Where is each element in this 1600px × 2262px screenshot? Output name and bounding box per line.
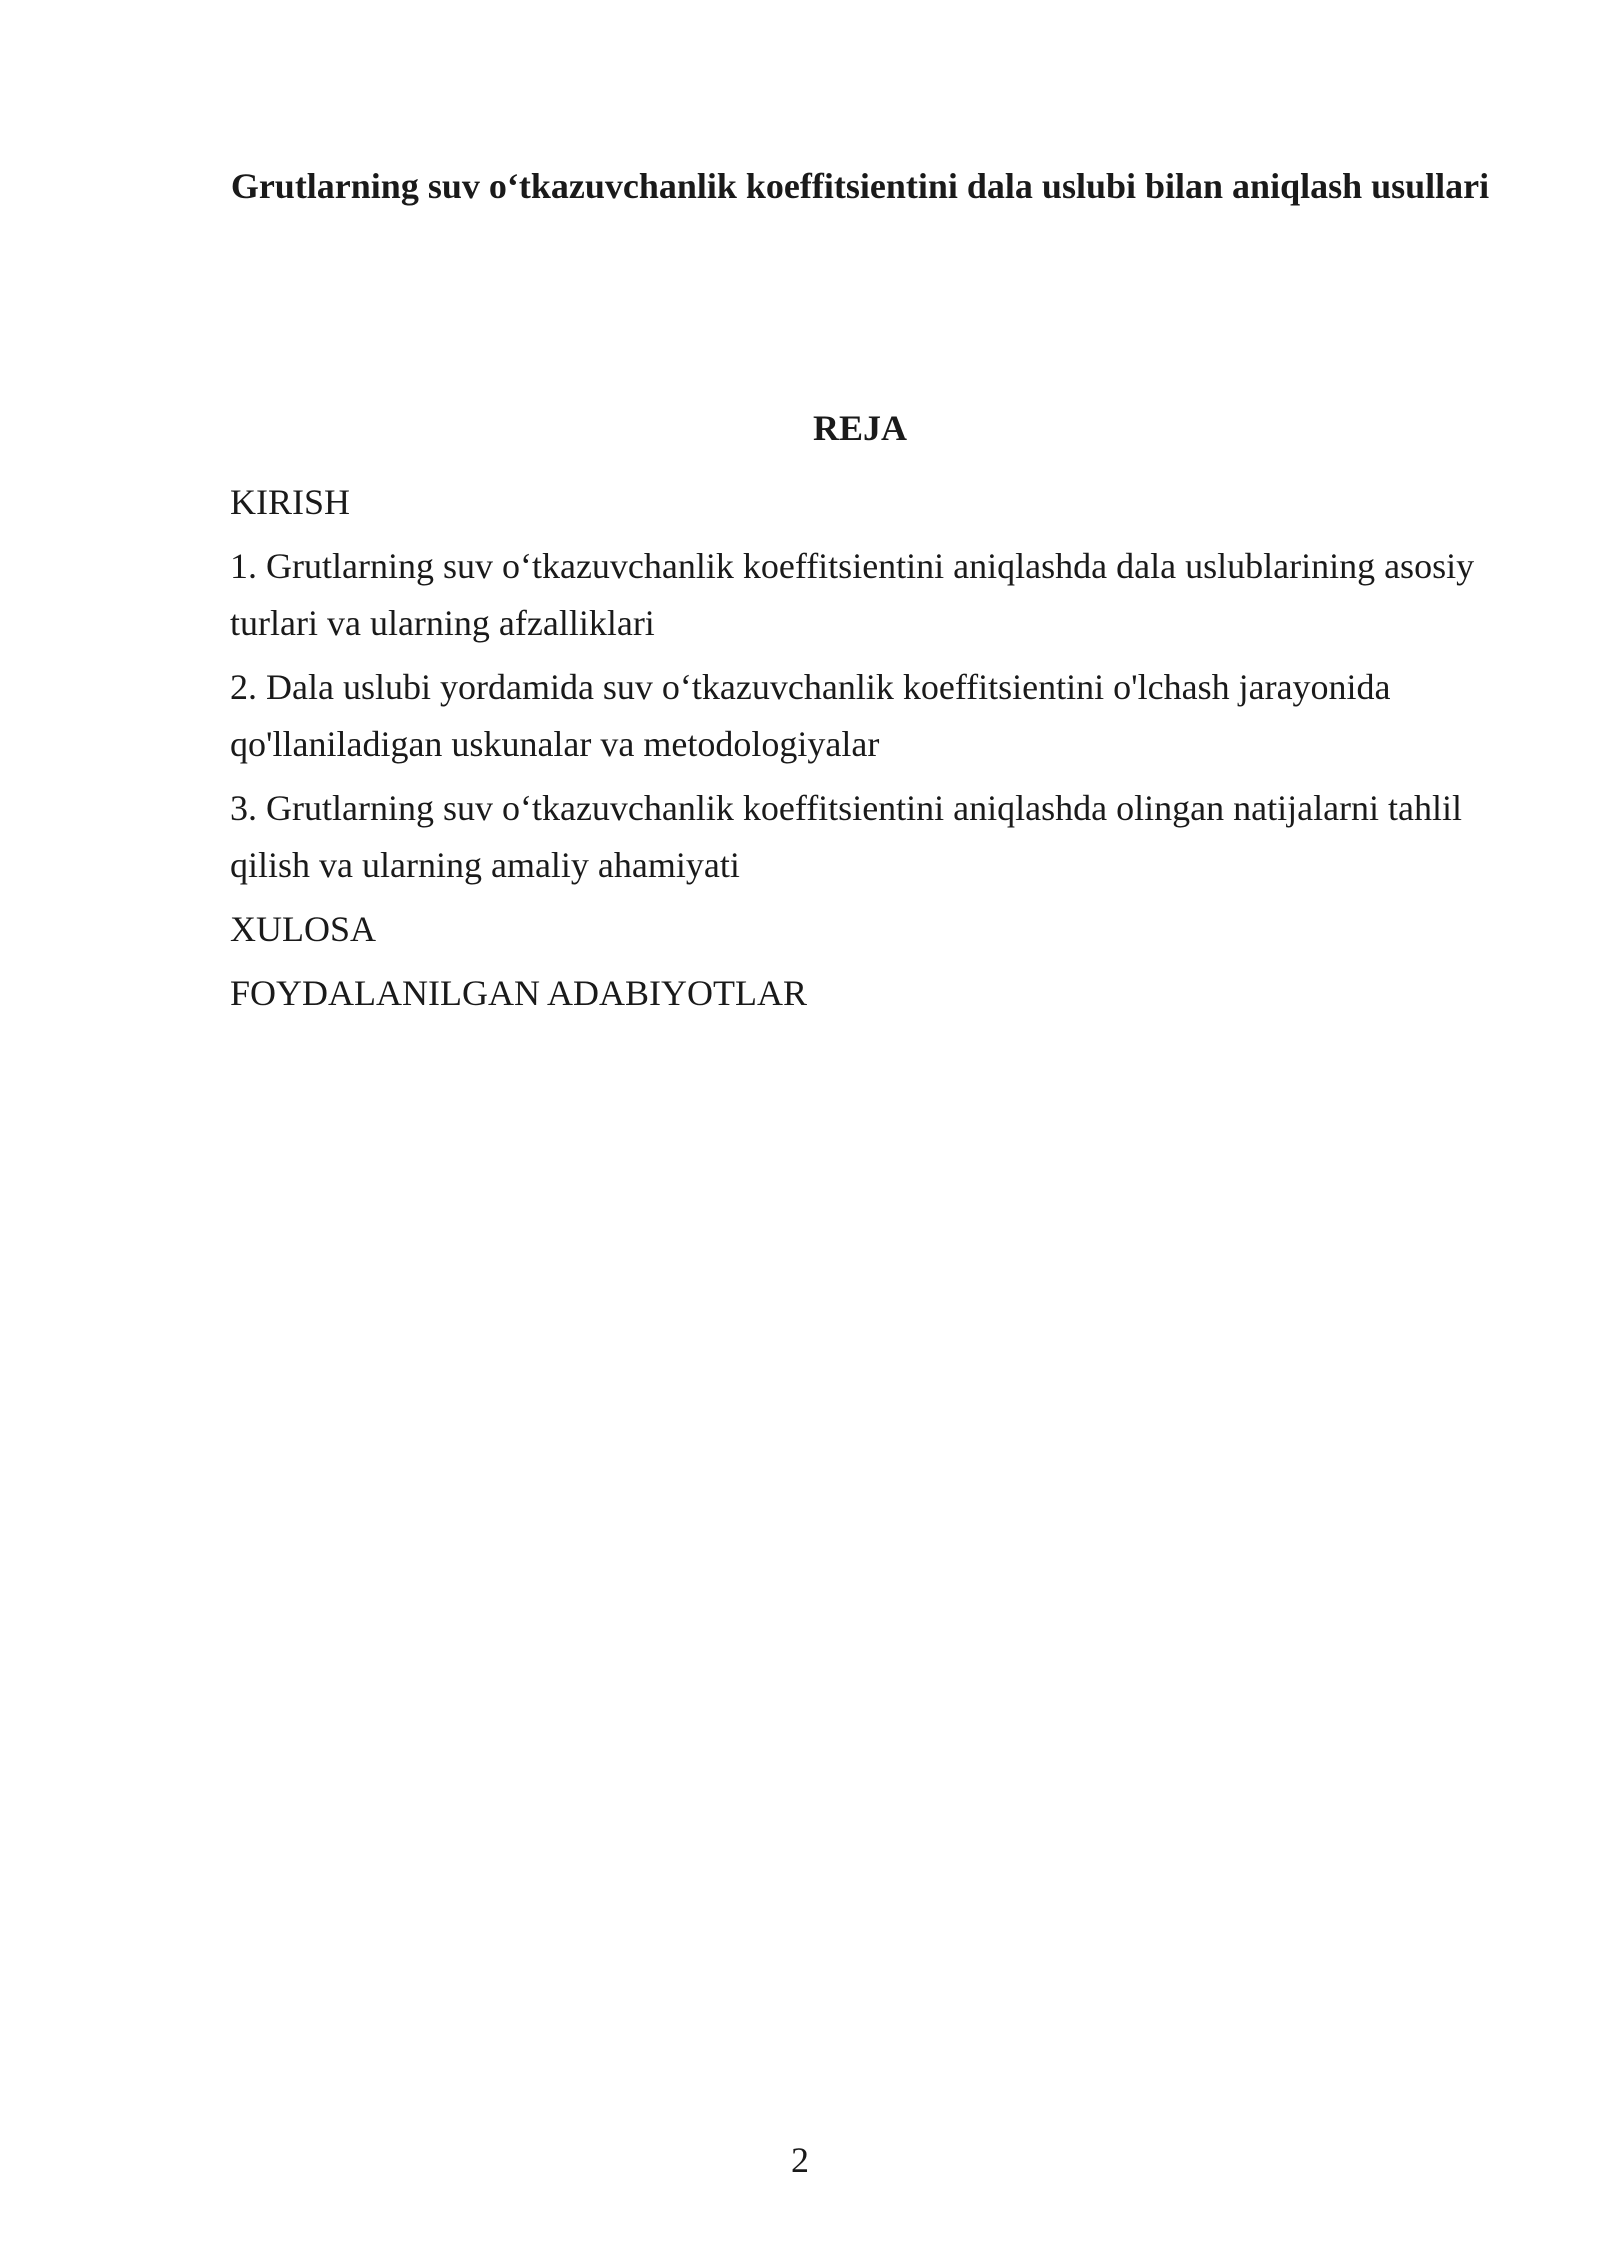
plan-heading: REJA <box>812 408 907 448</box>
document-title: Grutlarning suv o‘tkazuvchanlik koeffitsientini dala uslubi bilan aniqlash usullari <box>230 166 1490 206</box>
plan-item-2: 2. Dala uslubi yordamida suv o‘tkazuvchanlik koeffitsientini o'lchash jarayonida qo'llaniladigan uskunalar va metodologiyalar <box>230 667 1391 764</box>
plan-list <box>230 474 1490 1029</box>
page-number: 2 <box>791 2140 809 2180</box>
plan-item-intro: KIRISH <box>230 482 351 522</box>
plan-item-1: 1. Grutlarning suv o‘tkazuvchanlik koeffitsientini aniqlashda dala uslublarining asosiy turlari va ularning afzalliklari <box>230 546 1475 643</box>
plan-item-references: FOYDALANILGAN ADABIYOTLAR <box>230 973 807 1013</box>
plan-item-3: 3. Grutlarning suv o‘tkazuvchanlik koeffitsientini aniqlashda olingan natijalarni tahlil qilish va ularning amaliy ahamiyati <box>230 788 1463 885</box>
plan-item-conclusion: XULOSA <box>230 909 377 949</box>
